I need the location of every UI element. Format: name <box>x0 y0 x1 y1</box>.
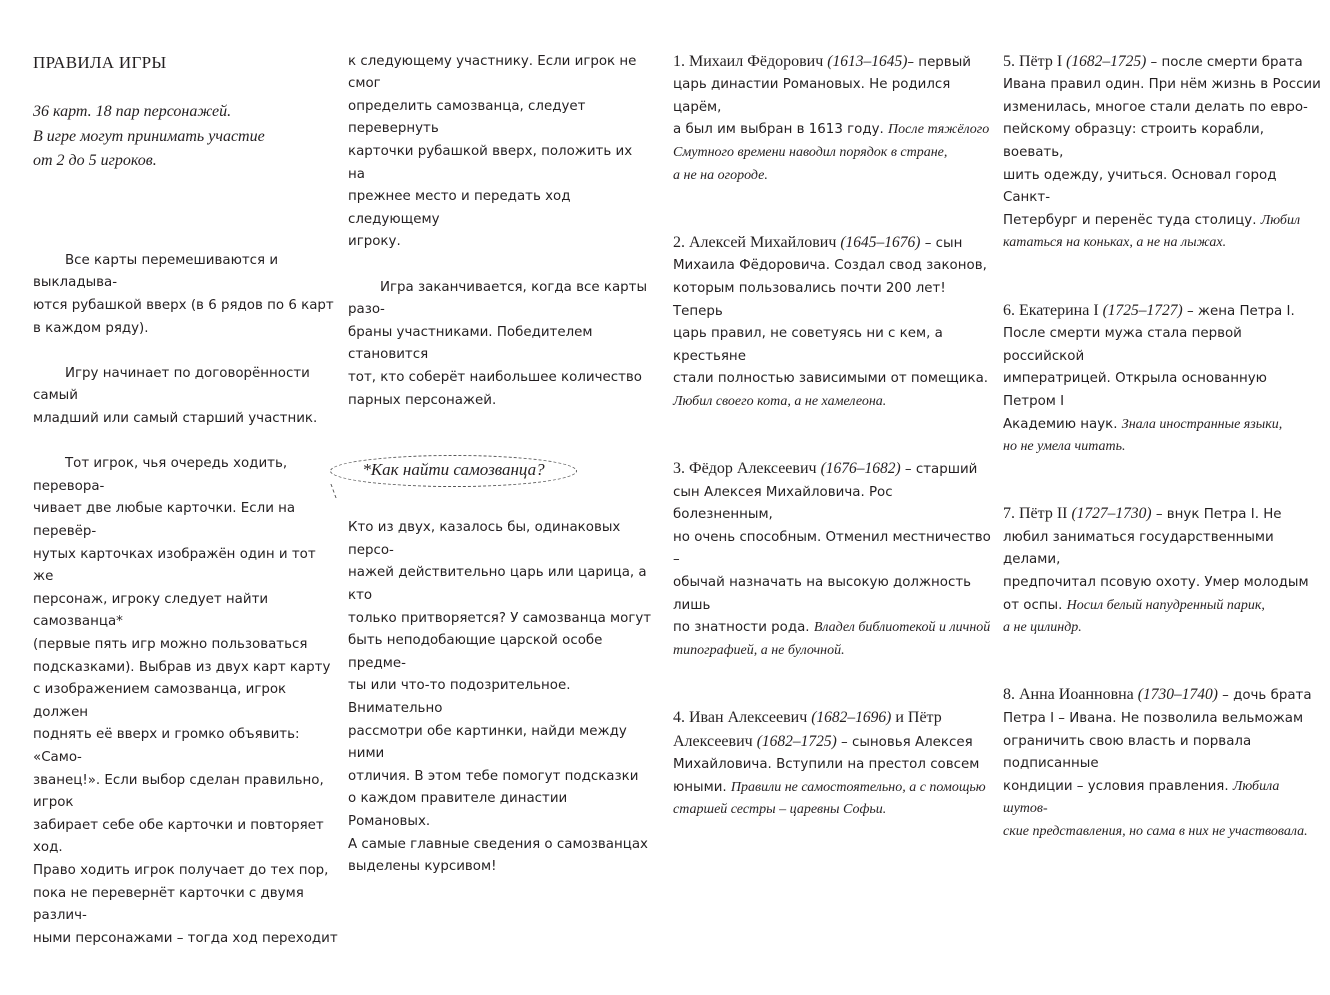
rules-paragraph: Тот игрок, чья очередь ходить, перевора- чивает две любые карточки. Если на перевёр- нутых карточках изображён один и тот же персонаж, игроку следует найти самозванца* (первые пять игр можно пользоваться подсказками). Выбрав из двух карт карту с изображением самозванца, игрок должен поднять её вверх и громко объявить: «Само- званец!». Если выбор сделан правильно, игрок забирает себе обе карточки и повторяет ход. Право ходить игрок получает до тех пор, пока не перевернёт карточки с двумя различ- ными персонажами – тогда ход переходит <box>33 456 338 946</box>
rules-paragraph: Все карты перемешиваются и выкладыва- ются рубашкой вверх (в 6 рядов по 6 карт в каждом ряду). <box>33 252 334 336</box>
ruler-years: (1613–1645) <box>827 52 908 70</box>
ruler-note: Любил своего кота, а не хамелеона. <box>673 393 887 409</box>
ruler-name: 1. Михаил Фёдорович <box>673 52 828 70</box>
rules-column-1 <box>33 28 338 995</box>
ruler-note: Любил кататься на коньках, а не на лыжах. <box>1003 212 1301 251</box>
ruler-years: (1676–1682) <box>820 460 901 478</box>
ruler-name: 3. Фёдор Алексеевич <box>673 460 821 478</box>
ruler-entry <box>673 51 991 188</box>
ruler-name: 2. Алексей Михайлович <box>673 233 841 251</box>
ruler-name: 8. Анна Иоанновна <box>1003 686 1138 704</box>
rulers-column-2 <box>1003 28 1321 888</box>
ruler-name: 7. Пётр II <box>1003 505 1072 523</box>
ruler-years: (1727–1730) <box>1071 505 1152 523</box>
ruler-years: (1682–1725) <box>1066 52 1147 70</box>
ruler-text: – первый царь династии Романовых. Не родился царём, а был им выбран в 1613 году. <box>673 54 971 138</box>
ruler-years: (1730–1740) <box>1137 686 1218 704</box>
ruler-entry <box>1003 51 1321 255</box>
ruler-text: – дочь брата Петра I – Ивана. Не позволила вельможам ограничить свою власть и порвала подписанные кондиции – условия правления. <box>1003 688 1312 794</box>
ruler-entry <box>1003 684 1321 843</box>
rules-paragraph: Игру начинает по договорённости самый младший или самый старший участник. <box>33 365 318 427</box>
rules-subtitle: 36 карт. 18 пар персонажей. В игре могут принимать участие от 2 до 5 игроков. <box>33 103 265 170</box>
rules-paragraph: Игра заканчивается, когда все карты разо- браны участниками. Победителем становится тот, кто соберёт наибольшее количество парных персонажей. <box>348 279 648 408</box>
ruler-years: (1725–1727) <box>1102 301 1183 319</box>
ruler-name: 6. Екатерина I <box>1003 301 1103 319</box>
ruler-entry <box>1003 503 1321 640</box>
ruler-text: – сыновья Алексея Михайловича. Вступили на престол совсем юными. <box>673 734 980 795</box>
ruler-years: (1682–1696) <box>811 709 892 727</box>
ruler-text: – сын Михаила Фёдоровича. Создал свод законов, которым пользовались почти 200 лет! Теперь царь правил, не советуясь ни с кем, а крестьяне стали полностью зависимыми от помещика. <box>673 235 989 387</box>
rules-title: ПРАВИЛА ИГРЫ <box>33 52 167 72</box>
ruler-name: 5. Пётр I <box>1003 52 1067 70</box>
ruler-entry <box>1003 300 1321 459</box>
ruler-years: (1682–1725) <box>756 732 837 750</box>
ruler-name: и Пётр Алексеевич <box>673 709 942 750</box>
ruler-entry <box>673 232 991 414</box>
ruler-text: – внук Петра I. Не любил заниматься государственными делами, предпочитал псовую охоту. Умер молодым от оспы. <box>1003 507 1309 613</box>
speech-bubble <box>330 455 577 487</box>
ruler-note: Владел библиотекой и личной типографией, а не булочной. <box>673 620 991 658</box>
ruler-text: – жена Петра I. После смерти мужа стала первой российской императрицей. Открыла основанную Петром I Академию наук. <box>1003 303 1295 432</box>
ruler-years: (1645–1676) <box>840 233 921 251</box>
ruler-name: 4. Иван Алексеевич <box>673 709 812 727</box>
ruler-entry <box>673 458 991 662</box>
ruler-entry <box>673 707 991 822</box>
ruler-note: Любила шутов- ские представления, но сама в них не участвовала. <box>1003 778 1308 839</box>
ruler-note: Правили не самостоятельно, а с помощью старшей сестры – царевны Софьи. <box>673 779 986 818</box>
ruler-note: После тяжёлого Смутного времени наводил порядок в стране, а не на огороде. <box>673 122 990 183</box>
ruler-text: – старший сын Алексея Михайловича. Рос болезненным, но очень способным. Отменил местничество – обычай назначать на высокую должность лишь по знатности рода. <box>673 462 991 636</box>
rules-column-2 <box>348 28 653 901</box>
rules-paragraph: к следующему участнику. Если игрок не смог определить самозванца, следует перевернуть карточки рубашкой вверх, положить их на прежнее место и передать ход следующему игроку. <box>348 53 637 250</box>
ruler-note: Знала иностранные языки, но не умела читать. <box>1003 416 1283 455</box>
ruler-text: – после смерти брата Ивана правил один. При нём жизнь в России изменилась, многое стали делать по евро- пейскому образцу: строить корабли, воевать, шить одежду, учиться. Основал город Санкт- Петербург и перенёс туда столицу. <box>1003 54 1321 228</box>
rulers-column-1 <box>673 28 991 867</box>
bubble-heading: *Как найти самозванца? <box>362 460 545 480</box>
ruler-note: Носил белый напудренный парик, а не цилиндр. <box>1003 597 1265 636</box>
hint-paragraph: Кто из двух, казалось бы, одинаковых персо- нажей действительно царь или царица, а кто только притворяется? У самозванца могут быть неподобающие царской особе предме- ты или что-то подозрительное. Внимательно рассмотри обе картинки, найди между ними отличия. В этом тебе помогут подсказки о каждом правителе династии Романовых. А самые главные сведения о самозванцах выделены курсивом! <box>348 520 652 875</box>
